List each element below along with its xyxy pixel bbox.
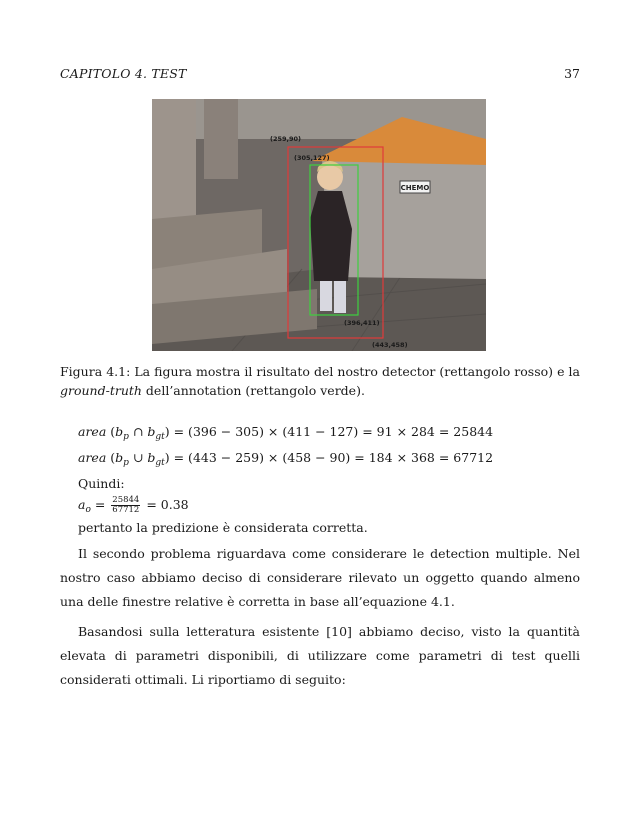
bin-sign-text: CHEMO — [400, 184, 430, 192]
equation-intersection: area ($b_p$ ∩ $b_{gt}) = (396 - 305) \times (411 - 127) = 91 \times 284 = 25844$ — [78, 424, 494, 442]
label-red-bottom-right: (443,458) — [372, 341, 408, 349]
paragraph-parameters: Basandosi sulla letteratura esistente [10] abbiamo deciso, visto la quantità elevata di parametri disponibili, di utilizzare come parametri di test quelli considerati ottimali. Li riportiamo di seguito: — [60, 624, 580, 687]
label-red-top-left: (259,90) — [270, 135, 302, 143]
child-leg-left — [320, 281, 332, 311]
paragraph-detection-multiple: Il secondo problema riguardava come considerare le detection multiple. Nel nostro caso abbiamo deciso di considerare rilevato un oggetto quando almeno una delle finestre relative è corretta in base all’equazione 4.1. — [60, 546, 580, 609]
label-green-bottom-right: (396,411) — [344, 319, 380, 327]
equation-union: area ($b_p$ ∪ $b_{gt}) = (443 - 259) \times (458 - 90) = 184 \times 368 = 67712$ — [78, 450, 494, 468]
equation-overlap: $a_o$ = $\frac{25844}{67712}$ = 0.38 — [78, 495, 189, 515]
paragraph-conclusion: pertanto la predizione è considerata corretta. — [78, 520, 368, 535]
stone-column-back — [204, 99, 238, 179]
figure-caption: Figura 4.1: La figura mostra il risultato del nostro detector (rettangolo rosso) e la ground-truth dell’annotation (rettangolo verde). — [60, 364, 580, 398]
detection-figure — [152, 99, 486, 351]
child-leg-right — [334, 281, 346, 313]
quindi-label: Quindi: — [78, 476, 125, 491]
label-green-top-left: (305,127) — [294, 154, 330, 162]
running-header: CAPITOLO 4. TEST — [60, 66, 187, 81]
page-number: 37 — [564, 66, 580, 81]
